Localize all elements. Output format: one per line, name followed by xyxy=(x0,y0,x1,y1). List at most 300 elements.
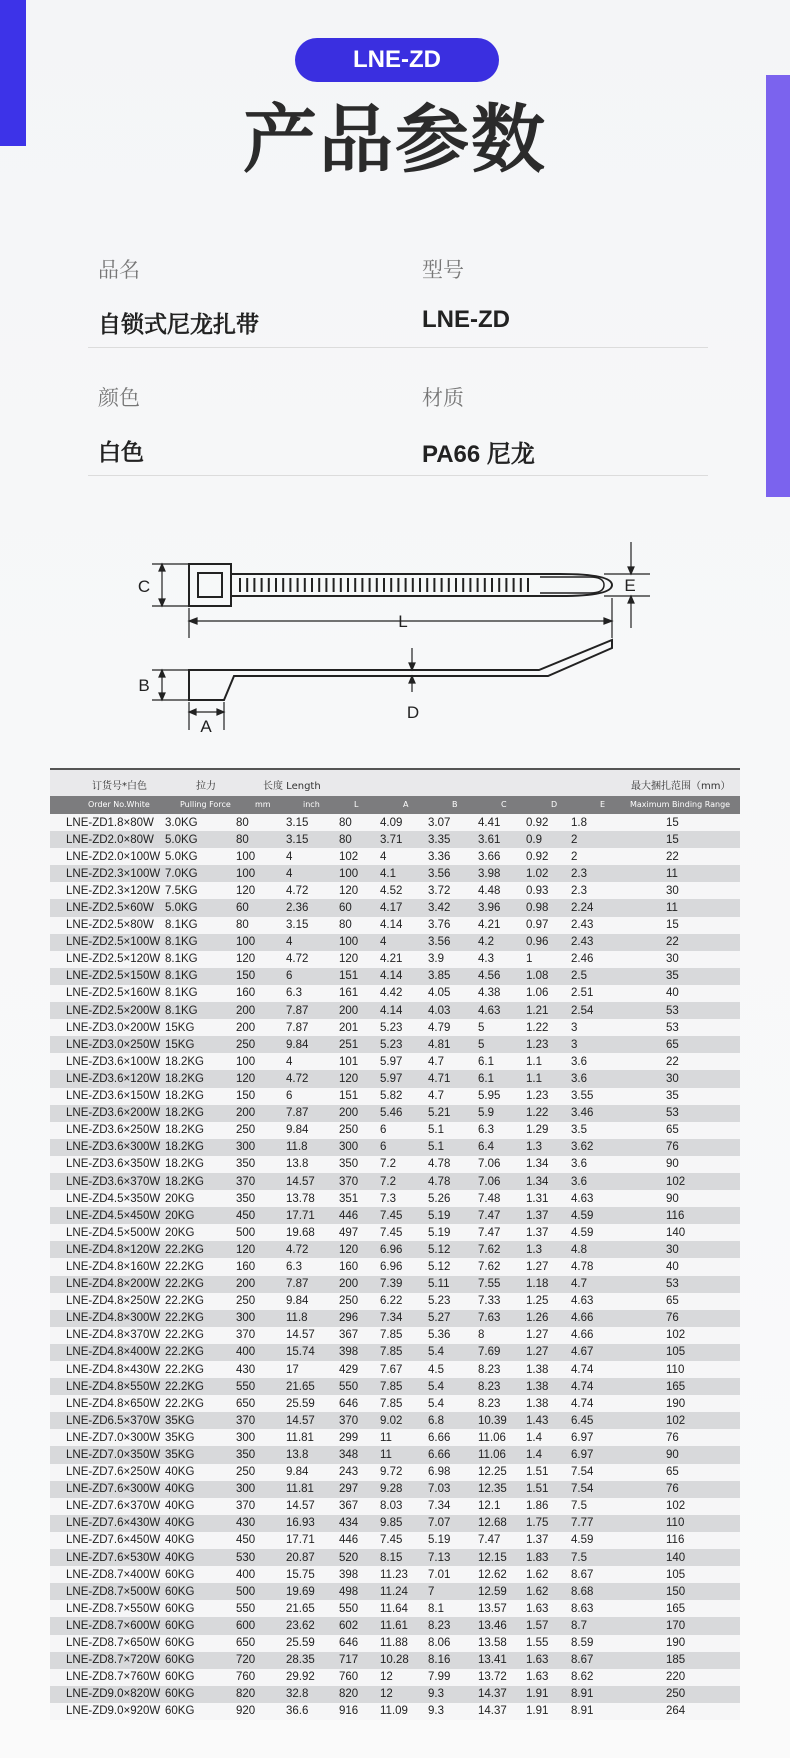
table-cell: 5.27 xyxy=(428,1310,476,1327)
header-l: L xyxy=(354,800,359,809)
table-cell: 12.1 xyxy=(476,1498,526,1515)
table-cell: 370 xyxy=(234,1327,280,1344)
table-cell: 7.34 xyxy=(428,1498,476,1515)
table-cell: 7.47 xyxy=(476,1224,526,1241)
table-cell: 17.71 xyxy=(280,1532,331,1549)
table-cell: 14.57 xyxy=(280,1412,331,1429)
material-value: PA66 尼龙 xyxy=(422,441,535,468)
table-cell: 5.9 xyxy=(476,1105,526,1122)
table-cell: 200 xyxy=(234,1019,280,1036)
table-cell: 116 xyxy=(622,1207,740,1224)
table-cell: 6.45 xyxy=(569,1412,622,1429)
table-cell: 7.62 xyxy=(476,1241,526,1258)
table-cell: 4.63 xyxy=(569,1190,622,1207)
table-cell: 450 xyxy=(234,1207,280,1224)
table-cell: 370 xyxy=(234,1173,280,1190)
table-cell: 429 xyxy=(331,1361,378,1378)
table-cell: 1.37 xyxy=(526,1224,569,1241)
table-cell: 22 xyxy=(622,934,740,951)
table-cell: LNE-ZD3.6×350W xyxy=(50,1156,163,1173)
table-cell: 1 xyxy=(526,951,569,968)
table-cell: 8.7 xyxy=(569,1617,622,1634)
table-cell: 367 xyxy=(331,1498,378,1515)
table-cell: 11.8 xyxy=(280,1139,331,1156)
table-cell: 430 xyxy=(234,1515,280,1532)
table-cell: 5.36 xyxy=(428,1327,476,1344)
table-cell: 35KG xyxy=(163,1412,234,1429)
table-cell: 9.85 xyxy=(378,1515,428,1532)
table-cell: 299 xyxy=(331,1429,378,1446)
table-cell: 60 xyxy=(331,899,378,916)
table-cell: 11.23 xyxy=(378,1566,428,1583)
table-cell: 2.51 xyxy=(569,985,622,1002)
header-order: 订货号*白色 xyxy=(92,781,147,792)
table-cell: 350 xyxy=(234,1156,280,1173)
table-cell: 1.62 xyxy=(526,1566,569,1583)
table-cell: 12.25 xyxy=(476,1464,526,1481)
table-cell: 3.98 xyxy=(476,865,526,882)
table-cell: 5.1 xyxy=(428,1122,476,1139)
model-label: 型号 xyxy=(422,258,464,282)
table-cell: 18.2KG xyxy=(163,1070,234,1087)
table-cell: 520 xyxy=(331,1549,378,1566)
table-row xyxy=(50,968,740,985)
table-header-cn xyxy=(50,768,740,796)
table-cell: 22.2KG xyxy=(163,1241,234,1258)
table-cell: 12.35 xyxy=(476,1481,526,1498)
table-cell: 22.2KG xyxy=(163,1310,234,1327)
table-cell: 4.81 xyxy=(428,1036,476,1053)
table-cell: 4.14 xyxy=(378,917,428,934)
table-cell: 650 xyxy=(234,1395,280,1412)
table-cell: 3 xyxy=(569,1036,622,1053)
table-cell: 820 xyxy=(234,1686,280,1703)
table-cell: 348 xyxy=(331,1446,378,1463)
table-row xyxy=(50,1156,740,1173)
table-cell: 7.2 xyxy=(378,1156,428,1173)
table-cell: 6.1 xyxy=(476,1070,526,1087)
table-cell: LNE-ZD2.5×80W xyxy=(50,917,163,934)
table-row xyxy=(50,1515,740,1532)
table-cell: 102 xyxy=(622,1173,740,1190)
table-cell: 6.66 xyxy=(428,1446,476,1463)
table-cell: 0.92 xyxy=(526,848,569,865)
table-cell: 35KG xyxy=(163,1446,234,1463)
table-cell: LNE-ZD2.0×80W xyxy=(50,831,163,848)
table-cell: LNE-ZD9.0×820W xyxy=(50,1686,163,1703)
table-cell: 7.06 xyxy=(476,1156,526,1173)
table-cell: 434 xyxy=(331,1515,378,1532)
table-cell: 4.05 xyxy=(428,985,476,1002)
table-cell: 22.2KG xyxy=(163,1276,234,1293)
table-cell: 3.46 xyxy=(569,1105,622,1122)
table-cell: 7.2 xyxy=(378,1173,428,1190)
table-cell: 300 xyxy=(234,1139,280,1156)
table-cell: 297 xyxy=(331,1481,378,1498)
table-cell: 250 xyxy=(622,1686,740,1703)
table-cell: 3.36 xyxy=(428,848,476,865)
table-cell: 22.2KG xyxy=(163,1361,234,1378)
table-cell: 916 xyxy=(331,1703,378,1720)
table-cell: 7.77 xyxy=(569,1515,622,1532)
table-cell: 0.98 xyxy=(526,899,569,916)
table-cell: 264 xyxy=(622,1703,740,1720)
table-cell: 3.0KG xyxy=(163,814,234,831)
table-cell: 7.48 xyxy=(476,1190,526,1207)
table-cell: 13.78 xyxy=(280,1190,331,1207)
table-cell: LNE-ZD1.8×80W xyxy=(50,814,163,831)
table-cell: 7.0KG xyxy=(163,865,234,882)
table-cell: 8.63 xyxy=(569,1600,622,1617)
table-cell: 1.63 xyxy=(526,1652,569,1669)
table-cell: 80 xyxy=(331,814,378,831)
table-cell: LNE-ZD3.6×120W xyxy=(50,1070,163,1087)
table-cell: 250 xyxy=(234,1464,280,1481)
table-cell: 5.46 xyxy=(378,1105,428,1122)
table-row xyxy=(50,1600,740,1617)
table-cell: 80 xyxy=(234,831,280,848)
table-cell: 22.2KG xyxy=(163,1327,234,1344)
table-cell: 3.15 xyxy=(280,917,331,934)
table-cell: 16.93 xyxy=(280,1515,331,1532)
table-cell: 30 xyxy=(622,1070,740,1087)
table-row xyxy=(50,1190,740,1207)
table-cell: 22.2KG xyxy=(163,1344,234,1361)
table-cell: 7.63 xyxy=(476,1310,526,1327)
table-row xyxy=(50,865,740,882)
table-cell: 7.85 xyxy=(378,1344,428,1361)
table-cell: 9.84 xyxy=(280,1464,331,1481)
table-cell: 1.1 xyxy=(526,1053,569,1070)
table-cell: 40 xyxy=(622,985,740,1002)
table-cell: 4.74 xyxy=(569,1378,622,1395)
table-cell: 7.01 xyxy=(428,1566,476,1583)
table-row xyxy=(50,1412,740,1429)
table-cell: 80 xyxy=(331,917,378,934)
table-row xyxy=(50,1207,740,1224)
table-cell: 10.28 xyxy=(378,1652,428,1669)
table-cell: 80 xyxy=(234,917,280,934)
table-cell: 1.8 xyxy=(569,814,622,831)
table-row xyxy=(50,1122,740,1139)
table-cell: 8.1KG xyxy=(163,1002,234,1019)
table-cell: 820 xyxy=(331,1686,378,1703)
table-cell: 76 xyxy=(622,1310,740,1327)
table-cell: 14.57 xyxy=(280,1327,331,1344)
table-cell: 9.02 xyxy=(378,1412,428,1429)
table-cell: 4.79 xyxy=(428,1019,476,1036)
table-cell: 160 xyxy=(331,1258,378,1275)
table-cell: 3.15 xyxy=(280,814,331,831)
table-cell: 7.54 xyxy=(569,1481,622,1498)
table-cell: LNE-ZD2.5×120W xyxy=(50,951,163,968)
table-cell: 11.8 xyxy=(280,1310,331,1327)
table-row xyxy=(50,934,740,951)
info-row xyxy=(88,348,708,476)
table-cell: 8.03 xyxy=(378,1498,428,1515)
table-cell: 7.54 xyxy=(569,1464,622,1481)
table-cell: 3 xyxy=(569,1019,622,1036)
table-cell: 7.62 xyxy=(476,1258,526,1275)
spec-table xyxy=(50,768,740,1720)
table-cell: 300 xyxy=(331,1139,378,1156)
table-cell: 101 xyxy=(331,1053,378,1070)
table-row xyxy=(50,1617,740,1634)
table-cell: 100 xyxy=(234,848,280,865)
table-cell: 3.42 xyxy=(428,899,476,916)
table-cell: 1.1 xyxy=(526,1070,569,1087)
name-label: 品名 xyxy=(98,258,140,282)
table-cell: 6.3 xyxy=(280,985,331,1002)
table-cell: 3.56 xyxy=(428,865,476,882)
table-cell: 5.12 xyxy=(428,1258,476,1275)
header-d: D xyxy=(551,800,558,809)
table-cell: 5.97 xyxy=(378,1053,428,1070)
table-cell: 11.61 xyxy=(378,1617,428,1634)
tie-head-outer xyxy=(189,564,231,606)
table-cell: 22 xyxy=(622,848,740,865)
table-cell: 32.8 xyxy=(280,1686,331,1703)
table-cell: 9.84 xyxy=(280,1293,331,1310)
header-force-en: Pulling Force xyxy=(180,800,231,809)
header-e: E xyxy=(600,800,606,809)
table-row xyxy=(50,1276,740,1293)
table-cell: 8.16 xyxy=(428,1652,476,1669)
table-cell: 60KG xyxy=(163,1686,234,1703)
table-cell: 450 xyxy=(234,1532,280,1549)
table-cell: 7.07 xyxy=(428,1515,476,1532)
page-title: 产品参数 xyxy=(243,97,547,183)
table-cell: LNE-ZD7.0×300W xyxy=(50,1429,163,1446)
table-cell: 170 xyxy=(622,1617,740,1634)
table-cell: 11.06 xyxy=(476,1446,526,1463)
table-cell: 8.59 xyxy=(569,1635,622,1652)
table-cell: 40KG xyxy=(163,1549,234,1566)
table-cell: 9.3 xyxy=(428,1703,476,1720)
table-cell: 4.17 xyxy=(378,899,428,916)
table-cell: 11.81 xyxy=(280,1429,331,1446)
table-cell: 400 xyxy=(234,1344,280,1361)
table-cell: 8.23 xyxy=(428,1617,476,1634)
table-cell: LNE-ZD8.7×400W xyxy=(50,1566,163,1583)
table-cell: 350 xyxy=(234,1446,280,1463)
table-cell: 151 xyxy=(331,1088,378,1105)
table-cell: 100 xyxy=(234,865,280,882)
table-cell: 7.69 xyxy=(476,1344,526,1361)
table-cell: 5.0KG xyxy=(163,899,234,916)
table-cell: 60KG xyxy=(163,1617,234,1634)
table-cell: LNE-ZD4.5×500W xyxy=(50,1224,163,1241)
table-cell: 1.22 xyxy=(526,1105,569,1122)
table-cell: 1.63 xyxy=(526,1600,569,1617)
table-cell: 4.63 xyxy=(476,1002,526,1019)
table-row xyxy=(50,1344,740,1361)
table-cell: 6.1 xyxy=(476,1053,526,1070)
table-row xyxy=(50,899,740,916)
table-cell: 18.2KG xyxy=(163,1122,234,1139)
table-cell: LNE-ZD4.8×650W xyxy=(50,1395,163,1412)
table-cell: 140 xyxy=(622,1224,740,1241)
table-cell: LNE-ZD4.8×160W xyxy=(50,1258,163,1275)
table-cell: 7.33 xyxy=(476,1293,526,1310)
table-cell: 120 xyxy=(331,1241,378,1258)
table-cell: 60KG xyxy=(163,1669,234,1686)
table-cell: 500 xyxy=(234,1583,280,1600)
header-b: B xyxy=(452,800,458,809)
table-cell: 6.4 xyxy=(476,1139,526,1156)
header-order-en: Order No.White xyxy=(88,800,150,809)
table-cell: LNE-ZD3.6×250W xyxy=(50,1122,163,1139)
table-cell: 1.26 xyxy=(526,1310,569,1327)
table-cell: LNE-ZD8.7×720W xyxy=(50,1652,163,1669)
table-cell: 80 xyxy=(331,831,378,848)
table-cell: 4.66 xyxy=(569,1310,622,1327)
table-row xyxy=(50,1361,740,1378)
table-cell: 40KG xyxy=(163,1464,234,1481)
table-row xyxy=(50,1070,740,1087)
name-value: 自锁式尼龙扎带 xyxy=(98,312,259,338)
table-cell: 30 xyxy=(622,1241,740,1258)
table-cell: 5.82 xyxy=(378,1088,428,1105)
table-cell: 18.2KG xyxy=(163,1105,234,1122)
table-cell: 600 xyxy=(234,1617,280,1634)
table-cell: LNE-ZD4.8×400W xyxy=(50,1344,163,1361)
table-cell: 251 xyxy=(331,1036,378,1053)
table-cell: 22.2KG xyxy=(163,1378,234,1395)
table-cell: LNE-ZD8.7×600W xyxy=(50,1617,163,1634)
table-cell: 1.91 xyxy=(526,1686,569,1703)
table-cell: 2 xyxy=(569,848,622,865)
table-cell: 53 xyxy=(622,1002,740,1019)
table-cell: 4.09 xyxy=(378,814,428,831)
table-cell: 4.41 xyxy=(476,814,526,831)
table-cell: 11 xyxy=(622,899,740,916)
table-cell: LNE-ZD3.6×300W xyxy=(50,1139,163,1156)
table-cell: 243 xyxy=(331,1464,378,1481)
table-cell: 53 xyxy=(622,1105,740,1122)
table-row xyxy=(50,1635,740,1652)
table-cell: 15.74 xyxy=(280,1344,331,1361)
table-cell: LNE-ZD4.8×370W xyxy=(50,1327,163,1344)
table-cell: LNE-ZD4.8×250W xyxy=(50,1293,163,1310)
table-cell: 20KG xyxy=(163,1190,234,1207)
header-mm: mm xyxy=(255,800,271,809)
table-cell: 1.3 xyxy=(526,1139,569,1156)
table-cell: 6.8 xyxy=(428,1412,476,1429)
table-cell: 165 xyxy=(622,1600,740,1617)
table-cell: 1.51 xyxy=(526,1464,569,1481)
table-row xyxy=(50,1293,740,1310)
table-row xyxy=(50,1566,740,1583)
table-cell: 8.91 xyxy=(569,1703,622,1720)
table-cell: 7.87 xyxy=(280,1019,331,1036)
table-row xyxy=(50,1378,740,1395)
table-cell: 60KG xyxy=(163,1600,234,1617)
table-cell: LNE-ZD8.7×550W xyxy=(50,1600,163,1617)
table-cell: 102 xyxy=(622,1498,740,1515)
table-row xyxy=(50,1002,740,1019)
table-cell: 3.96 xyxy=(476,899,526,916)
table-cell: 90 xyxy=(622,1156,740,1173)
table-cell: 4.59 xyxy=(569,1224,622,1241)
table-cell: 161 xyxy=(331,985,378,1002)
table-cell: 3.55 xyxy=(569,1088,622,1105)
table-cell: 22.2KG xyxy=(163,1293,234,1310)
table-row xyxy=(50,1583,740,1600)
table-cell: 110 xyxy=(622,1515,740,1532)
table-cell: 1.34 xyxy=(526,1156,569,1173)
table-cell: 5.23 xyxy=(428,1293,476,1310)
table-cell: 8.1KG xyxy=(163,985,234,1002)
table-cell: 28.35 xyxy=(280,1652,331,1669)
color-value: 白色 xyxy=(98,440,144,466)
table-cell: 550 xyxy=(331,1378,378,1395)
table-cell: 8.67 xyxy=(569,1652,622,1669)
table-header-en xyxy=(50,796,740,814)
header-range: 最大捆扎范围（mm） xyxy=(631,781,731,792)
table-cell: 4.71 xyxy=(428,1070,476,1087)
table-cell: 7.34 xyxy=(378,1310,428,1327)
table-cell: 105 xyxy=(622,1566,740,1583)
table-cell: 1.4 xyxy=(526,1429,569,1446)
table-cell: 6.96 xyxy=(378,1258,428,1275)
table-cell: 4.5 xyxy=(428,1361,476,1378)
table-cell: 5.0KG xyxy=(163,848,234,865)
table-cell: LNE-ZD7.6×530W xyxy=(50,1549,163,1566)
table-cell: 14.37 xyxy=(476,1703,526,1720)
table-cell: 4.67 xyxy=(569,1344,622,1361)
table-cell: LNE-ZD3.6×100W xyxy=(50,1053,163,1070)
table-cell: 200 xyxy=(331,1002,378,1019)
table-cell: 17.71 xyxy=(280,1207,331,1224)
table-row xyxy=(50,1703,740,1720)
table-cell: LNE-ZD2.3×100W xyxy=(50,865,163,882)
table-cell: LNE-ZD2.5×100W xyxy=(50,934,163,951)
table-cell: 11 xyxy=(378,1429,428,1446)
table-cell: 5.1 xyxy=(428,1139,476,1156)
table-cell: 1.4 xyxy=(526,1446,569,1463)
table-cell: 7.47 xyxy=(476,1207,526,1224)
table-cell: 1.27 xyxy=(526,1344,569,1361)
table-row xyxy=(50,917,740,934)
table-cell: 8.68 xyxy=(569,1583,622,1600)
table-cell: 120 xyxy=(331,951,378,968)
table-cell: 11 xyxy=(378,1446,428,1463)
table-cell: LNE-ZD3.0×250W xyxy=(50,1036,163,1053)
table-cell: 1.34 xyxy=(526,1173,569,1190)
table-cell: 11.09 xyxy=(378,1703,428,1720)
table-cell: 351 xyxy=(331,1190,378,1207)
table-cell: 7.67 xyxy=(378,1361,428,1378)
table-cell: 102 xyxy=(622,1412,740,1429)
table-cell: 7.39 xyxy=(378,1276,428,1293)
table-cell: 6.3 xyxy=(280,1258,331,1275)
table-row xyxy=(50,951,740,968)
table-cell: 250 xyxy=(234,1122,280,1139)
table-cell: 5.97 xyxy=(378,1070,428,1087)
table-cell: LNE-ZD7.6×250W xyxy=(50,1464,163,1481)
header-a: A xyxy=(403,800,409,809)
table-cell: 7.13 xyxy=(428,1549,476,1566)
table-row xyxy=(50,848,740,865)
table-row xyxy=(50,1481,740,1498)
table-cell: 4.72 xyxy=(280,951,331,968)
table-cell: LNE-ZD8.7×650W xyxy=(50,1635,163,1652)
table-cell: 40 xyxy=(622,1258,740,1275)
table-cell: 15KG xyxy=(163,1019,234,1036)
table-cell: 7.3 xyxy=(378,1190,428,1207)
tie-side-view xyxy=(189,640,612,700)
